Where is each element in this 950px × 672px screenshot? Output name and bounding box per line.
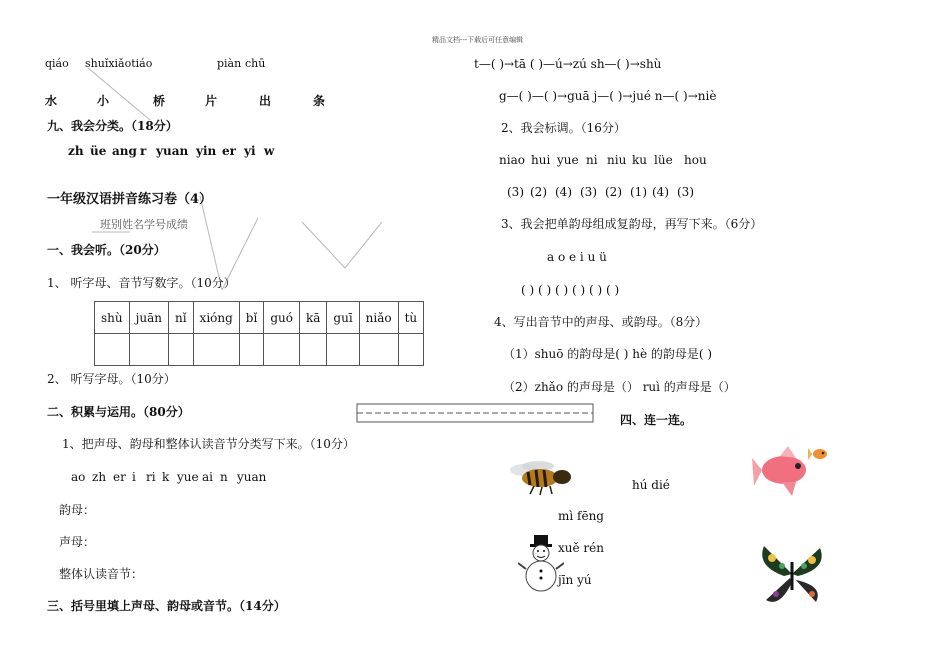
match-word-jinyu: jīn yú (558, 573, 592, 587)
answer-cell[interactable] (398, 334, 424, 366)
section4-title: 四、连一连。 (620, 413, 693, 427)
yunmu-label: 韵母： (59, 503, 96, 517)
question1: 1、 听字母、音节写数字。（10分） (47, 276, 236, 290)
answer-cell[interactable] (327, 334, 359, 366)
tone-syllables: niao hui yue ni niu ku lüe hou (499, 153, 707, 167)
right-question3: 3、我会把单韵母组成复韵母，再写下来。（6分） (501, 217, 763, 231)
fill-row-2: g—( )—( )→guā j—( )→jué n—( )→niè (499, 89, 717, 103)
answer-cell[interactable] (239, 334, 264, 366)
table-cell: juān (129, 302, 168, 334)
answer-cell[interactable] (359, 334, 398, 366)
bee-icon[interactable] (504, 452, 574, 496)
question2-1: 1、把声母、韵母和整体认读音节分类写下来。（10分） (62, 437, 355, 451)
table-cell: guó (264, 302, 300, 334)
butterfly-icon[interactable] (754, 538, 830, 610)
document-title: 一年级汉语拼音练习卷（4） (47, 192, 213, 207)
table-cell: tù (398, 302, 424, 334)
table-cell: niǎo (359, 302, 398, 334)
single-vowels: a o e i u ü (547, 250, 607, 264)
section1-title: 一、我会听。（20分） (47, 243, 166, 257)
table-row (95, 302, 424, 334)
pinyin-table (94, 301, 424, 366)
answer-parens: ( ) ( ) ( ) ( ) ( ) ( ) (521, 283, 620, 297)
pinyin-row: qiáo shuǐxiǎotiáo piàn chū (45, 57, 266, 70)
answer-cell[interactable] (299, 334, 326, 366)
student-info: 班别姓名学号成绩 (100, 218, 188, 231)
question2: 2、 听写字母。（10分） (47, 372, 176, 386)
right-question4: 4、写出音节中的声母、或韵母。（8分） (494, 315, 708, 329)
table-cell: kā (299, 302, 326, 334)
answer-cell[interactable] (129, 334, 168, 366)
right-question2: 2、我会标调。（16分） (501, 121, 626, 135)
shengmu-label: 声母： (59, 535, 96, 549)
answer-cell[interactable] (168, 334, 193, 366)
question4-2: （2）zhǎo 的声母是（） ruì 的声母是（） (503, 380, 736, 394)
table-cell: nǐ (168, 302, 193, 334)
match-word-xueren: xuě rén (558, 541, 604, 555)
answer-cell[interactable] (193, 334, 239, 366)
snowman-icon[interactable] (518, 533, 564, 595)
section9-items: zh üe ang r yuan yin er yi w (68, 144, 275, 158)
zhengti-label: 整体认读音节： (59, 567, 144, 581)
table-row (95, 334, 424, 366)
section3-title: 三、括号里填上声母、韵母或音节。（14分） (47, 599, 286, 613)
page-header: 精品文档---下载后可任意编辑 (432, 36, 524, 44)
table-cell: bǐ (239, 302, 264, 334)
fill-row-1: t—( )→tā ( )—ú→zú sh—( )→shù (474, 57, 662, 71)
chars-row: 水 小 桥 片 出 条 (45, 94, 326, 108)
q2-1-items: ao zh er i ri k yue ai n yuan (71, 470, 267, 484)
tone-numbers: (3) (2) (4) (3) (2) (1) (4) (3) (507, 185, 694, 199)
match-word-hudie: hú dié (632, 478, 670, 492)
goldfish-icon[interactable] (752, 442, 832, 500)
match-word-mifeng: mì fēng (558, 509, 604, 523)
section2-title: 二、积累与运用。（80分） (47, 405, 190, 419)
answer-cell[interactable] (264, 334, 300, 366)
table-cell: shù (95, 302, 130, 334)
question4-1: （1）shuō 的韵母是( ) hè 的韵母是( ) (503, 347, 713, 361)
table-cell: xióng (193, 302, 239, 334)
answer-cell[interactable] (95, 334, 130, 366)
section9-title: 九、我会分类。（18分） (47, 119, 178, 133)
table-cell: guī (327, 302, 359, 334)
